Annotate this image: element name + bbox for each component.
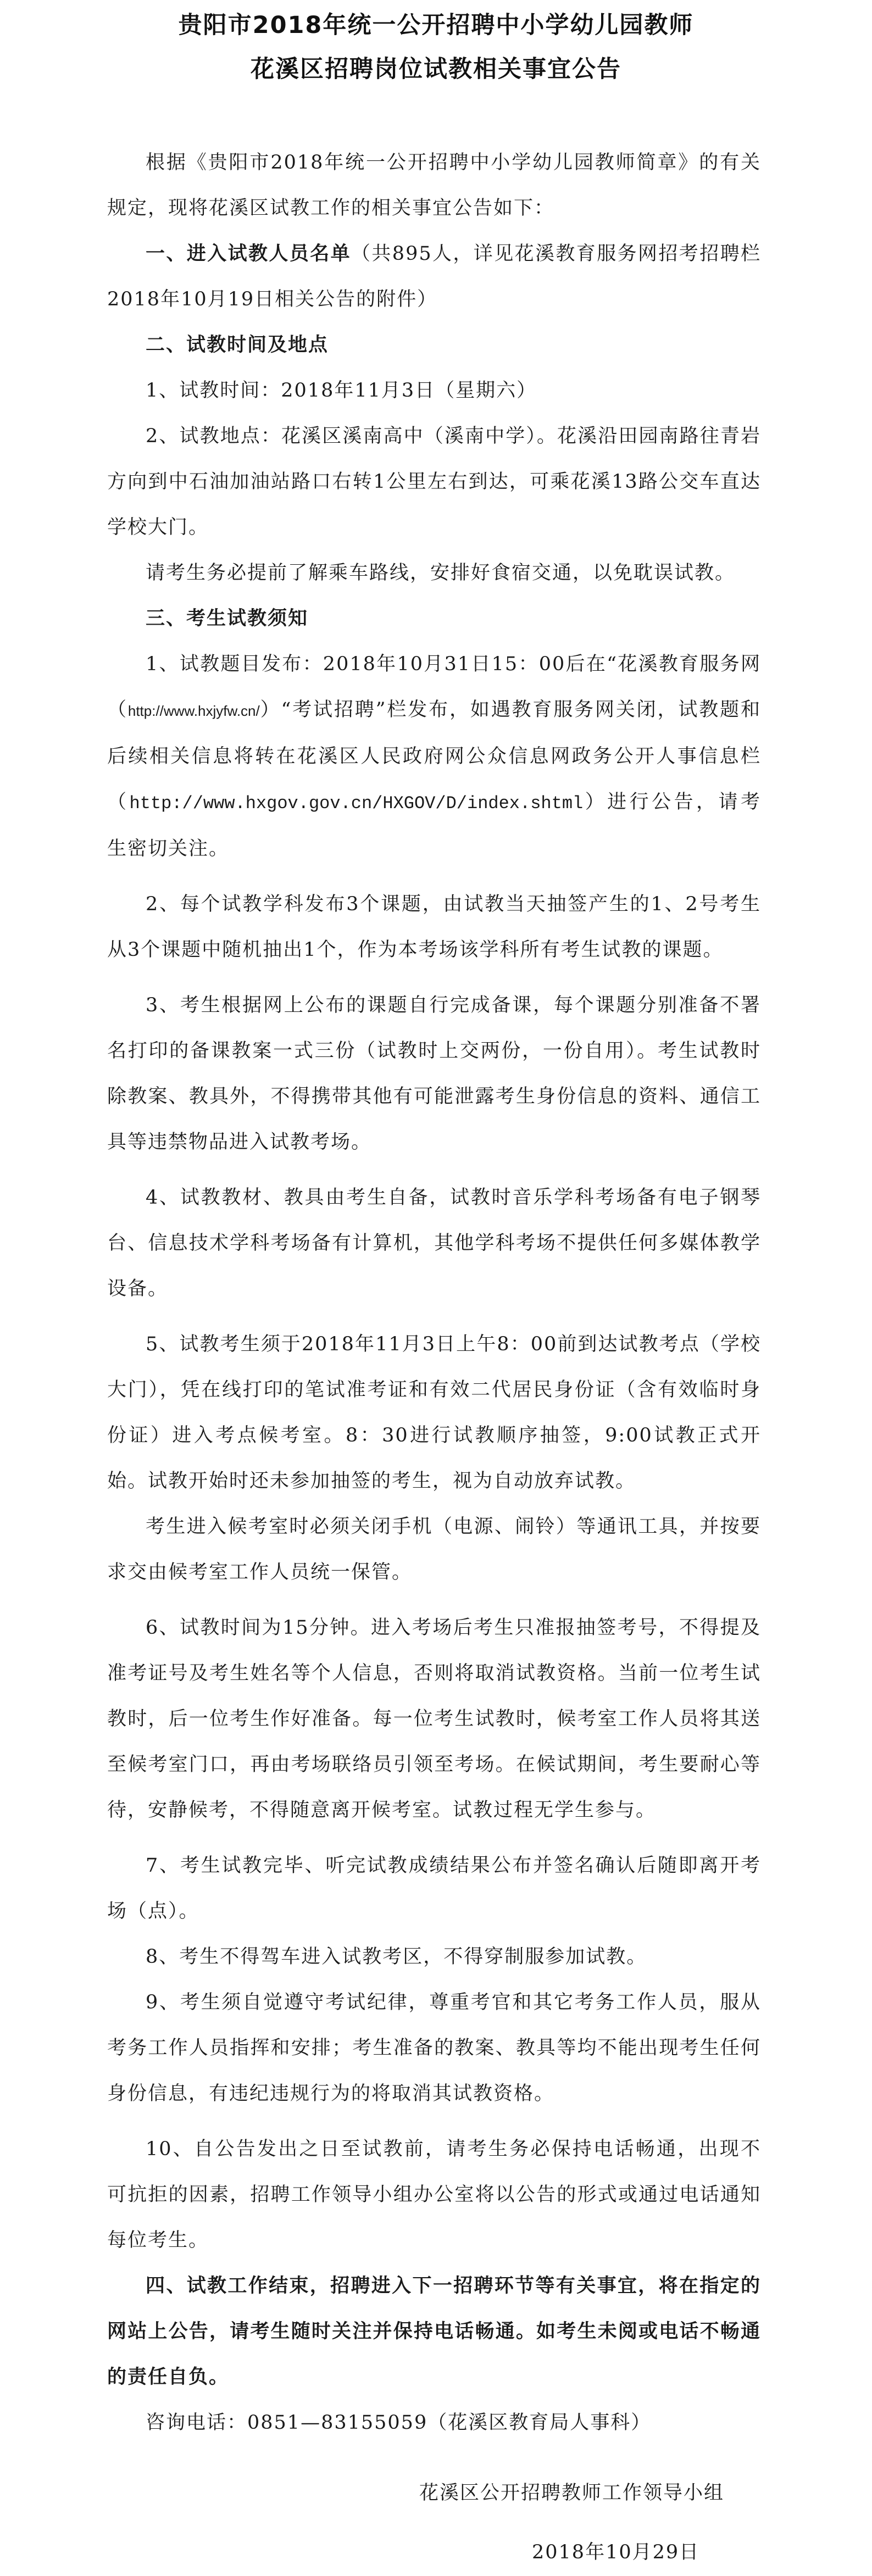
page-title-line1: 贵阳市2018年统一公开招聘中小学幼儿园教师 xyxy=(178,12,694,39)
education-site-link[interactable]: http://www.hxjyfw.cn/ xyxy=(127,703,260,719)
item-1-text-b: ）“考试招聘”栏发布，如遇教育服务网关闭，试教题和后续相关信息将转在花溪区人民政府网公众信息网政务公开人事信息栏（ xyxy=(107,699,761,813)
announcement-body xyxy=(107,140,761,2446)
section-3-heading: 三、考生试教须知 xyxy=(146,608,309,630)
intro-paragraph: 根据《贵阳市2018年统一公开招聘中小学幼儿园教师简章》的有关规定，现将花溪区试教工作的相关事宜公告如下： xyxy=(107,152,761,219)
signature-date: 2018年10月29日 xyxy=(532,2541,700,2563)
section-2-item-1: 1、试教时间：2018年11月3日（星期六） xyxy=(146,380,537,402)
section-3-item-8: 8、考生不得驾车进入试教考区，不得穿制服参加试教。 xyxy=(146,1946,647,1968)
section-3-item-6: 6、试教时间为15分钟。进入考场后考生只准报抽签考号，不得提及准考证号及考生姓名等个人信息，否则将取消试教资格。当前一位考生试教时，后一位考生作好准备。每一位考生试教时，候考室工作人员将其送至候考室门口，再由考场联络员引领至考场。在候试期间，考生要耐心等待，安静候考，不得随意离开候考室。试教过程无学生参与。 xyxy=(107,1617,761,1821)
section-1-paragraph xyxy=(107,231,761,322)
section-4-paragraph: 四、试教工作结束，招聘进入下一招聘环节等有关事宜，将在指定的网站上公告，请考生随时关注并保持电话畅通。如考生未阅或电话不畅通的责任自负。 xyxy=(107,2275,761,2388)
item-1-text-c: ）进行公告，请考生密切关注。 xyxy=(107,791,761,860)
section-2-heading: 二、试教时间及地点 xyxy=(146,334,329,356)
section-3-item-4: 4、试教教材、教具由考生自备，试教时音乐学科考场备有电子钢琴台、信息技术学科考场备有计算机，其他学科考场不提供任何多媒体教学设备。 xyxy=(107,1187,761,1300)
section-3-item-5-note: 考生进入候考室时必须关闭手机（电源、闹铃）等通讯工具，并按要求交由候考室工作人员统一保管。 xyxy=(107,1516,761,1583)
section-1-heading: 一、进入试教人员名单 xyxy=(146,243,351,265)
section-3-item-3: 3、考生根据网上公布的课题自行完成备课，每个课题分别准备不署名打印的备课教案一式三份（试教时上交两份，一份自用）。考生试教时除教案、教具外，不得携带其他有可能泄露考生身份信息的资料、通信工具等违禁物品进入试教考场。 xyxy=(107,994,761,1153)
section-2-note: 请考生务必提前了解乘车路线，安排好食宿交通，以免耽误试教。 xyxy=(146,562,736,584)
section-3-item-1 xyxy=(107,642,761,872)
item-1-text-a: 1、试教题目发布：2018年10月31日15：00后在“花溪教育服务网（ xyxy=(107,653,761,721)
page-title-line2: 花溪区招聘岗位试教相关事宜公告 xyxy=(251,55,621,83)
contact-phone: 咨询电话：0851—83155059（花溪区教育局人事科） xyxy=(146,2412,652,2434)
section-3-item-9: 9、考生须自觉遵守考试纪律，尊重考官和其它考务工作人员，服从考务工作人员指挥和安排；考生准备的教案、教具等均不能出现考生任何身份信息，有违纪违规行为的将取消其试教资格。 xyxy=(107,1991,761,2105)
gov-site-link[interactable]: http://www.hxgov.gov.cn/HXGOV/D/index.shtml xyxy=(129,793,584,814)
section-2-item-2: 2、试教地点：花溪区溪南高中（溪南中学）。花溪沿田园南路往青岩方向到中石油加油站路口右转1公里左右到达，可乘花溪13路公交车直达学校大门。 xyxy=(107,425,761,538)
section-1-text: （共895人，详见花溪教育服务网招考招聘栏2018年10月19日相关公告的附件） xyxy=(107,243,761,310)
section-3-item-5: 5、试教考生须于2018年11月3日上午8：00前到达试教考点（学校大门），凭在线打印的笔试准考证和有效二代居民身份证（含有效临时身份证）进入考点候考室。8：30进行试教顺序抽签，9:00试教正式开始。试教开始时还未参加抽签的考生，视为自动放弃试教。 xyxy=(107,1333,761,1492)
section-3-item-10: 10、自公告发出之日至试教前，请考生务必保持电话畅通，出现不可抗拒的因素，招聘工作领导小组办公室将以公告的形式或通过电话通知每位考生。 xyxy=(107,2138,761,2251)
signature-organization: 花溪区公开招聘教师工作领导小组 xyxy=(419,2482,725,2504)
section-3-item-2: 2、每个试教学科发布3个课题，由试教当天抽签产生的1、2号考生从3个课题中随机抽出1个，作为本考场该学科所有考生试教的课题。 xyxy=(107,893,761,961)
section-3-item-7: 7、考生试教完毕、听完试教成绩结果公布并签名确认后随即离开考场（点）。 xyxy=(107,1855,761,1922)
